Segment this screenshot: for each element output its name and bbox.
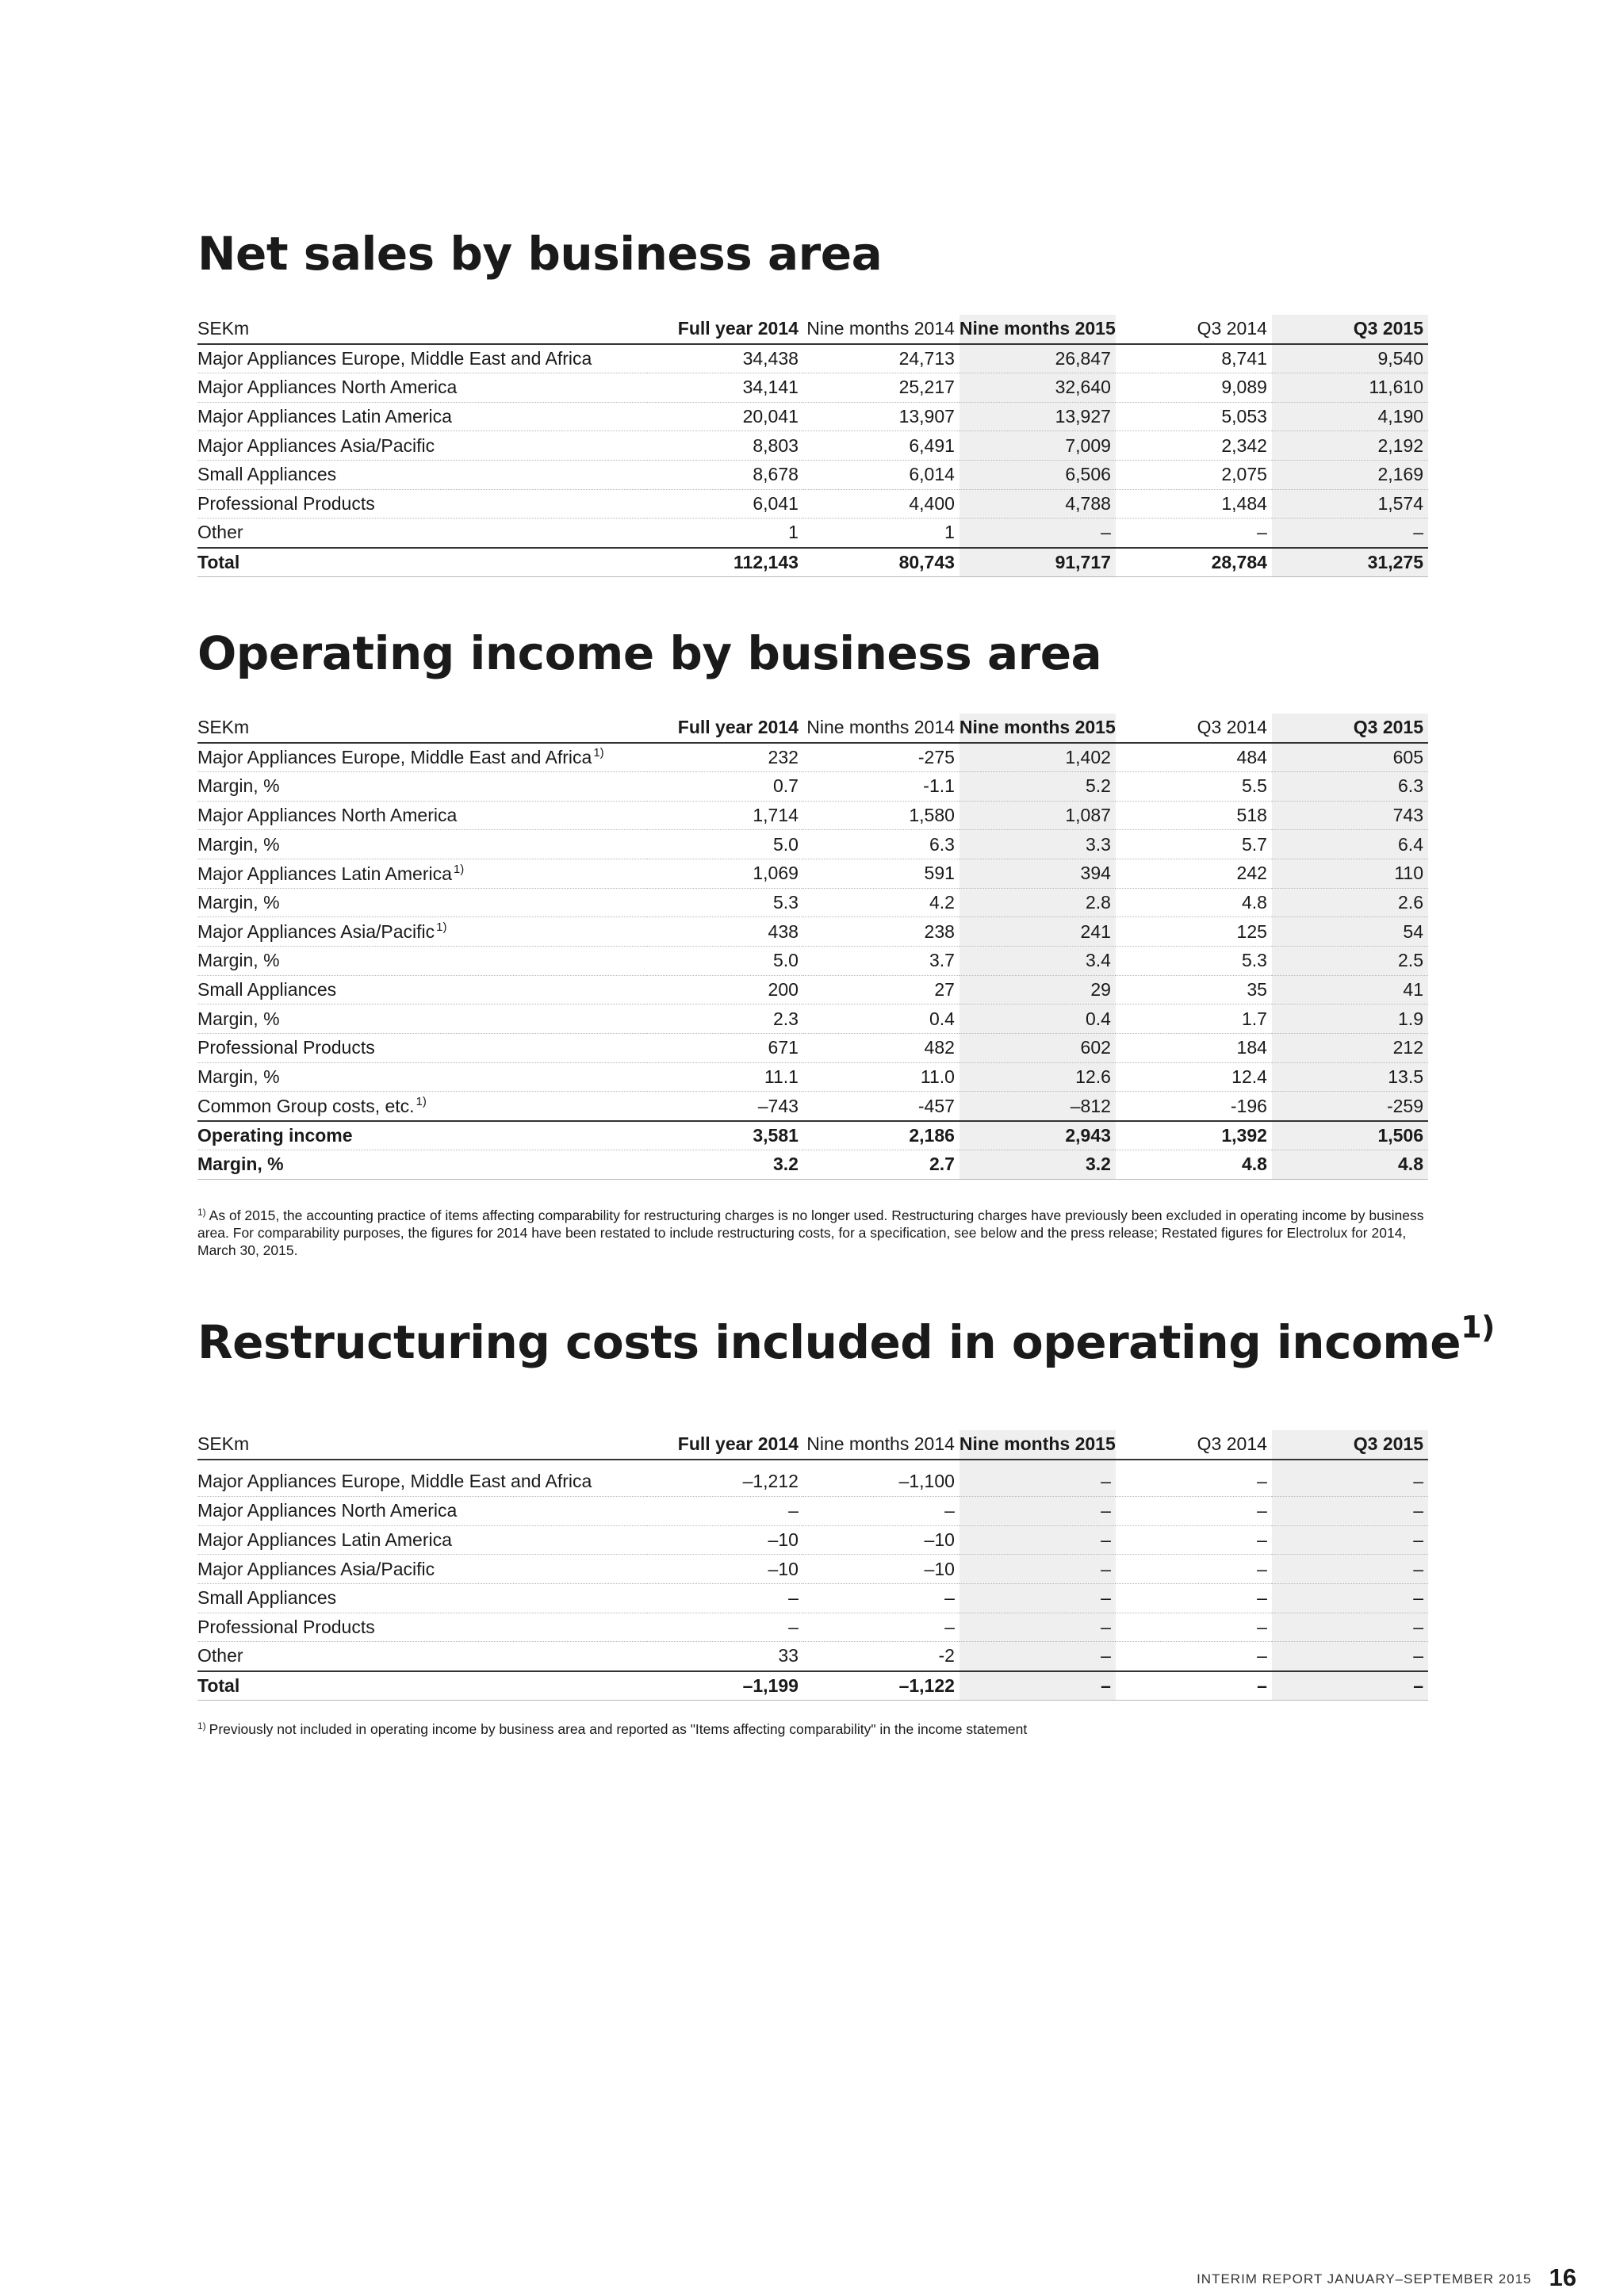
- cell-nine-months-2014: 4,400: [803, 489, 959, 519]
- table-row: [197, 373, 1428, 402]
- cell-q3-2014: –: [1116, 1613, 1272, 1642]
- header-nine-months-2014: Nine months 2014: [803, 1430, 959, 1460]
- cell-q3-2015: –: [1272, 1468, 1428, 1497]
- cell-full-year-2014: 0.7: [647, 771, 803, 801]
- cell-q3-2015: –: [1272, 1525, 1428, 1555]
- header-q3-2015: Q3 2015: [1272, 1430, 1428, 1460]
- cell-nine-months-2015: 602: [959, 1034, 1116, 1063]
- cell-full-year-2014: 34,141: [647, 373, 803, 402]
- cell-full-year-2014: 1: [647, 519, 803, 548]
- cell-q3-2015: 31,275: [1272, 548, 1428, 577]
- table-row: [197, 489, 1428, 519]
- cell-nine-months-2015: 26,847: [959, 344, 1116, 373]
- cell-nine-months-2015: –: [959, 519, 1116, 548]
- row-label: [197, 1004, 647, 1034]
- cell-q3-2015: –: [1272, 1496, 1428, 1525]
- row-label: [197, 771, 647, 801]
- row-label-text: Professional Products: [197, 1616, 375, 1637]
- cell-nine-months-2015: 2,943: [959, 1121, 1116, 1150]
- cell-q3-2014: 125: [1116, 917, 1272, 947]
- cell-q3-2014: 184: [1116, 1034, 1272, 1063]
- restructuring-section: [197, 1430, 1428, 1701]
- cell-q3-2015: 4,190: [1272, 402, 1428, 431]
- cell-nine-months-2014: 80,743: [803, 548, 959, 577]
- footnote-text: As of 2015, the accounting practice of items affecting comparability for restructuring charges is no longer used. Restructuring charges have previously been excluded in operating income by business area. For comparability purposes, the figures for 2014 have been restated to include restructuring costs, for a specification, see below and the press release; Restated figures for Electrolux for 2014, March 30, 2015.: [197, 1207, 1424, 1258]
- cell-nine-months-2015: 29: [959, 975, 1116, 1004]
- footnote-mark: 1): [436, 920, 447, 935]
- row-label-text: Major Appliances North America: [197, 1500, 458, 1521]
- row-label: [197, 975, 647, 1004]
- cell-nine-months-2014: –1,100: [803, 1468, 959, 1497]
- cell-nine-months-2015: –: [959, 1671, 1116, 1701]
- cell-q3-2015: 9,540: [1272, 344, 1428, 373]
- cell-nine-months-2015: 1,402: [959, 743, 1116, 772]
- cell-nine-months-2015: 7,009: [959, 431, 1116, 461]
- cell-full-year-2014: 6,041: [647, 489, 803, 519]
- row-label: [197, 830, 647, 859]
- cell-q3-2014: 35: [1116, 975, 1272, 1004]
- cell-q3-2014: –: [1116, 1583, 1272, 1613]
- cell-nine-months-2015: 3.3: [959, 830, 1116, 859]
- net-sales-section: [197, 315, 1428, 577]
- cell-q3-2014: 1,484: [1116, 489, 1272, 519]
- restructuring-title-footnote-mark: 1): [1461, 1310, 1495, 1345]
- cell-nine-months-2014: –10: [803, 1555, 959, 1584]
- cell-q3-2014: –: [1116, 1555, 1272, 1584]
- table-row: [197, 460, 1428, 489]
- cell-q3-2014: 1.7: [1116, 1004, 1272, 1034]
- cell-nine-months-2014: 1,580: [803, 801, 959, 830]
- header-q3-2014: Q3 2014: [1116, 714, 1272, 743]
- cell-q3-2015: 2.5: [1272, 947, 1428, 976]
- cell-nine-months-2015: 1,087: [959, 801, 1116, 830]
- total-row: [197, 1671, 1428, 1701]
- row-label-text: Major Appliances Asia/Pacific: [197, 434, 435, 456]
- row-label: [197, 888, 647, 917]
- footnote-text: Previously not included in operating income by business area and reported as "Items affecting comparability" in the income statement: [209, 1721, 1028, 1737]
- header-q3-2014: Q3 2014: [1116, 1430, 1272, 1460]
- cell-nine-months-2014: 24,713: [803, 344, 959, 373]
- cell-q3-2014: -196: [1116, 1092, 1272, 1121]
- total-row: [197, 1121, 1428, 1150]
- cell-nine-months-2015: 5.2: [959, 771, 1116, 801]
- cell-q3-2015: 743: [1272, 801, 1428, 830]
- cell-nine-months-2015: –: [959, 1555, 1116, 1584]
- cell-nine-months-2015: –: [959, 1496, 1116, 1525]
- cell-q3-2014: 4.8: [1116, 888, 1272, 917]
- operating-income-section: [197, 714, 1428, 1180]
- cell-nine-months-2014: 1: [803, 519, 959, 548]
- table-row: [197, 771, 1428, 801]
- cell-q3-2015: –: [1272, 1642, 1428, 1671]
- table-row: [197, 1468, 1428, 1497]
- cell-full-year-2014: –1,212: [647, 1468, 803, 1497]
- row-label: [197, 1496, 647, 1525]
- header-full-year-2014: Full year 2014: [647, 315, 803, 344]
- cell-q3-2014: 1,392: [1116, 1121, 1272, 1150]
- operating-income-title: Operating income by business area: [197, 626, 1102, 680]
- footnote-mark: 1): [416, 1095, 427, 1109]
- row-label-text: Major Appliances Asia/Pacific: [197, 921, 435, 943]
- cell-full-year-2014: –743: [647, 1092, 803, 1121]
- cell-q3-2014: 5.5: [1116, 771, 1272, 801]
- cell-q3-2015: 6.4: [1272, 830, 1428, 859]
- cell-q3-2015: –: [1272, 1555, 1428, 1584]
- table-row: [197, 344, 1428, 373]
- cell-q3-2015: –: [1272, 1583, 1428, 1613]
- header-nine-months-2014: Nine months 2014: [803, 714, 959, 743]
- cell-q3-2015: –: [1272, 1613, 1428, 1642]
- cell-nine-months-2014: 238: [803, 917, 959, 947]
- cell-full-year-2014: 3,581: [647, 1121, 803, 1150]
- row-label: [197, 1034, 647, 1063]
- header-full-year-2014: Full year 2014: [647, 1430, 803, 1460]
- row-label: [197, 344, 647, 373]
- table-row: [197, 888, 1428, 917]
- cell-full-year-2014: 1,069: [647, 859, 803, 888]
- cell-full-year-2014: 438: [647, 917, 803, 947]
- cell-full-year-2014: 8,678: [647, 460, 803, 489]
- cell-nine-months-2014: –: [803, 1496, 959, 1525]
- cell-full-year-2014: 5.0: [647, 947, 803, 976]
- cell-q3-2014: –: [1116, 519, 1272, 548]
- cell-nine-months-2014: 3.7: [803, 947, 959, 976]
- cell-nine-months-2014: 27: [803, 975, 959, 1004]
- cell-full-year-2014: 34,438: [647, 344, 803, 373]
- row-label: [197, 460, 647, 489]
- row-label-text: Small Appliances: [197, 979, 337, 1001]
- header-unit: SEKm: [197, 714, 647, 743]
- cell-nine-months-2014: 0.4: [803, 1004, 959, 1034]
- row-label: [197, 859, 647, 888]
- cell-q3-2014: –: [1116, 1525, 1272, 1555]
- cell-nine-months-2015: 2.8: [959, 888, 1116, 917]
- spacer-row: [197, 1460, 1428, 1468]
- row-label-text: Major Appliances Latin America: [197, 1529, 452, 1550]
- row-label: [197, 801, 647, 830]
- cell-nine-months-2015: –: [959, 1583, 1116, 1613]
- cell-q3-2014: 9,089: [1116, 373, 1272, 402]
- table-row: [197, 830, 1428, 859]
- cell-nine-months-2014: 13,907: [803, 402, 959, 431]
- row-label-text: Major Appliances Europe, Middle East and Africa: [197, 1471, 592, 1492]
- table-row: [197, 431, 1428, 461]
- row-label-text: Common Group costs, etc.: [197, 1096, 415, 1117]
- cell-nine-months-2015: –: [959, 1613, 1116, 1642]
- row-label-text: Major Appliances North America: [197, 377, 458, 398]
- cell-nine-months-2015: 13,927: [959, 402, 1116, 431]
- table-row: [197, 917, 1428, 947]
- net-sales-table: [197, 315, 1428, 577]
- cell-full-year-2014: 8,803: [647, 431, 803, 461]
- cell-q3-2014: 5.3: [1116, 947, 1272, 976]
- cell-full-year-2014: –: [647, 1583, 803, 1613]
- cell-q3-2014: –: [1116, 1468, 1272, 1497]
- cell-q3-2015: 1,506: [1272, 1121, 1428, 1150]
- footnote-mark: 1): [197, 1207, 206, 1218]
- footnote-mark: 1): [197, 1720, 206, 1732]
- cell-nine-months-2015: 241: [959, 917, 1116, 947]
- row-label: Margin, %: [197, 1150, 647, 1179]
- row-label-text: Major Appliances Latin America: [197, 405, 452, 427]
- row-label: [197, 1525, 647, 1555]
- header-q3-2014: Q3 2014: [1116, 315, 1272, 344]
- cell-nine-months-2015: –: [959, 1525, 1116, 1555]
- cell-full-year-2014: 3.2: [647, 1150, 803, 1179]
- cell-full-year-2014: 11.1: [647, 1062, 803, 1092]
- cell-q3-2014: 4.8: [1116, 1150, 1272, 1179]
- operating-income-table: [197, 714, 1428, 1180]
- cell-q3-2015: 1,574: [1272, 489, 1428, 519]
- row-label-text: Margin, %: [197, 833, 280, 855]
- cell-full-year-2014: 2.3: [647, 1004, 803, 1034]
- cell-nine-months-2014: 2.7: [803, 1150, 959, 1179]
- row-label: [197, 489, 647, 519]
- table-row: [197, 743, 1428, 772]
- table-row: [197, 1613, 1428, 1642]
- cell-full-year-2014: –1,199: [647, 1671, 803, 1701]
- cell-nine-months-2015: 3.2: [959, 1150, 1116, 1179]
- table-row: [197, 1555, 1428, 1584]
- restructuring-footnote: [197, 1717, 1428, 1738]
- cell-q3-2015: –: [1272, 1671, 1428, 1701]
- cell-q3-2015: 6.3: [1272, 771, 1428, 801]
- header-nine-months-2015: Nine months 2015: [959, 315, 1116, 344]
- cell-full-year-2014: 20,041: [647, 402, 803, 431]
- row-label-text: Major Appliances North America: [197, 804, 458, 825]
- total-margin-row: [197, 1150, 1428, 1179]
- cell-q3-2015: 54: [1272, 917, 1428, 947]
- cell-nine-months-2014: 6,014: [803, 460, 959, 489]
- cell-nine-months-2014: 25,217: [803, 373, 959, 402]
- cell-full-year-2014: 33: [647, 1642, 803, 1671]
- row-label-text: Margin, %: [197, 891, 280, 913]
- restructuring-table: [197, 1430, 1428, 1701]
- cell-q3-2014: 5,053: [1116, 402, 1272, 431]
- table-row: [197, 1034, 1428, 1063]
- cell-full-year-2014: –: [647, 1613, 803, 1642]
- row-label-text: Margin, %: [197, 1066, 280, 1088]
- cell-q3-2014: 242: [1116, 859, 1272, 888]
- cell-nine-months-2014: 6.3: [803, 830, 959, 859]
- cell-q3-2015: 110: [1272, 859, 1428, 888]
- net-sales-body: [197, 344, 1428, 548]
- cell-q3-2014: 28,784: [1116, 548, 1272, 577]
- header-q3-2015: Q3 2015: [1272, 315, 1428, 344]
- operating-income-footnote: [197, 1203, 1428, 1259]
- cell-nine-months-2014: 4.2: [803, 888, 959, 917]
- footnote-mark: 1): [453, 862, 465, 876]
- operating-income-body: [197, 743, 1428, 1121]
- cell-q3-2015: 605: [1272, 743, 1428, 772]
- cell-q3-2015: 2.6: [1272, 888, 1428, 917]
- cell-q3-2014: 12.4: [1116, 1062, 1272, 1092]
- cell-full-year-2014: 200: [647, 975, 803, 1004]
- cell-q3-2015: 11,610: [1272, 373, 1428, 402]
- cell-nine-months-2015: 6,506: [959, 460, 1116, 489]
- cell-q3-2014: –: [1116, 1671, 1272, 1701]
- cell-q3-2014: 2,342: [1116, 431, 1272, 461]
- header-full-year-2014: Full year 2014: [647, 714, 803, 743]
- table-header-row: [197, 315, 1428, 344]
- row-label-text: Professional Products: [197, 1037, 375, 1058]
- cell-full-year-2014: 671: [647, 1034, 803, 1063]
- cell-nine-months-2015: 4,788: [959, 489, 1116, 519]
- table-row: [197, 1583, 1428, 1613]
- cell-full-year-2014: 5.3: [647, 888, 803, 917]
- cell-nine-months-2015: 3.4: [959, 947, 1116, 976]
- cell-q3-2014: 518: [1116, 801, 1272, 830]
- header-q3-2015: Q3 2015: [1272, 714, 1428, 743]
- row-label: [197, 1468, 647, 1497]
- cell-nine-months-2015: 32,640: [959, 373, 1116, 402]
- table-row: [197, 801, 1428, 830]
- cell-q3-2014: 8,741: [1116, 344, 1272, 373]
- header-unit: SEKm: [197, 315, 647, 344]
- cell-q3-2015: 13.5: [1272, 1062, 1428, 1092]
- cell-full-year-2014: 232: [647, 743, 803, 772]
- cell-nine-months-2015: –: [959, 1642, 1116, 1671]
- cell-full-year-2014: 1,714: [647, 801, 803, 830]
- table-row: [197, 1004, 1428, 1034]
- cell-nine-months-2015: 0.4: [959, 1004, 1116, 1034]
- row-label-text: Small Appliances: [197, 1587, 337, 1609]
- row-label: [197, 1062, 647, 1092]
- restructuring-body: [197, 1468, 1428, 1671]
- table-row: [197, 519, 1428, 548]
- row-label: [197, 1092, 647, 1121]
- row-label: [197, 1555, 647, 1584]
- cell-nine-months-2014: 482: [803, 1034, 959, 1063]
- table-header-row: [197, 1430, 1428, 1460]
- cell-q3-2014: –: [1116, 1496, 1272, 1525]
- row-label: [197, 947, 647, 976]
- cell-q3-2015: –: [1272, 519, 1428, 548]
- cell-q3-2015: 2,169: [1272, 460, 1428, 489]
- cell-nine-months-2015: –: [959, 1468, 1116, 1497]
- cell-q3-2015: 1.9: [1272, 1004, 1428, 1034]
- header-nine-months-2015: Nine months 2015: [959, 714, 1116, 743]
- row-label: Operating income: [197, 1121, 647, 1150]
- cell-full-year-2014: 5.0: [647, 830, 803, 859]
- cell-full-year-2014: –10: [647, 1525, 803, 1555]
- table-row: [197, 1062, 1428, 1092]
- row-label: [197, 1642, 647, 1671]
- restructuring-title: [197, 1310, 1495, 1369]
- row-label-text: Major Appliances Europe, Middle East and Africa: [197, 747, 592, 768]
- table-row: [197, 402, 1428, 431]
- restructuring-title-text: Restructuring costs included in operating income: [197, 1315, 1461, 1369]
- cell-nine-months-2014: –1,122: [803, 1671, 959, 1701]
- report-title: INTERIM REPORT JANUARY–SEPTEMBER 2015: [1197, 2271, 1532, 2286]
- row-label: [197, 519, 647, 548]
- cell-nine-months-2014: -275: [803, 743, 959, 772]
- page-footer: [1197, 2263, 1576, 2292]
- row-label-text: Major Appliances Asia/Pacific: [197, 1558, 435, 1579]
- cell-nine-months-2014: 11.0: [803, 1062, 959, 1092]
- table-row: [197, 1642, 1428, 1671]
- row-label: [197, 402, 647, 431]
- row-label: [197, 1613, 647, 1642]
- header-nine-months-2014: Nine months 2014: [803, 315, 959, 344]
- cell-nine-months-2014: –: [803, 1583, 959, 1613]
- cell-nine-months-2015: –812: [959, 1092, 1116, 1121]
- cell-nine-months-2015: 91,717: [959, 548, 1116, 577]
- cell-q3-2015: 4.8: [1272, 1150, 1428, 1179]
- row-label: [197, 373, 647, 402]
- row-label-text: Professional Products: [197, 492, 375, 514]
- page-number: 16: [1549, 2263, 1576, 2291]
- row-label-text: Small Appliances: [197, 464, 337, 485]
- cell-nine-months-2014: –10: [803, 1525, 959, 1555]
- cell-q3-2014: 5.7: [1116, 830, 1272, 859]
- row-label: [197, 431, 647, 461]
- header-unit: SEKm: [197, 1430, 647, 1460]
- table-row: [197, 1525, 1428, 1555]
- cell-nine-months-2014: 6,491: [803, 431, 959, 461]
- table-row: [197, 859, 1428, 888]
- row-label-text: Other: [197, 522, 243, 543]
- table-row: [197, 1092, 1428, 1121]
- cell-nine-months-2014: 2,186: [803, 1121, 959, 1150]
- cell-full-year-2014: –10: [647, 1555, 803, 1584]
- row-label: [197, 1583, 647, 1613]
- table-row: [197, 947, 1428, 976]
- cell-full-year-2014: –: [647, 1496, 803, 1525]
- cell-q3-2014: 484: [1116, 743, 1272, 772]
- row-label: Total: [197, 1671, 647, 1701]
- row-label: [197, 917, 647, 947]
- table-header-row: [197, 714, 1428, 743]
- cell-q3-2015: 212: [1272, 1034, 1428, 1063]
- row-label-text: Major Appliances Europe, Middle East and Africa: [197, 347, 592, 369]
- row-label: Total: [197, 548, 647, 577]
- row-label-text: Other: [197, 1645, 243, 1667]
- row-label-text: Major Appliances Latin America: [197, 863, 452, 884]
- cell-full-year-2014: 112,143: [647, 548, 803, 577]
- cell-nine-months-2015: 394: [959, 859, 1116, 888]
- table-row: [197, 975, 1428, 1004]
- cell-nine-months-2014: -2: [803, 1642, 959, 1671]
- cell-q3-2015: 2,192: [1272, 431, 1428, 461]
- total-row: [197, 548, 1428, 577]
- row-label-text: Margin, %: [197, 1008, 280, 1029]
- net-sales-title: Net sales by business area: [197, 227, 883, 281]
- cell-nine-months-2014: –: [803, 1613, 959, 1642]
- cell-nine-months-2014: -1.1: [803, 771, 959, 801]
- cell-nine-months-2014: 591: [803, 859, 959, 888]
- cell-q3-2015: 41: [1272, 975, 1428, 1004]
- table-row: [197, 1496, 1428, 1525]
- cell-q3-2014: –: [1116, 1642, 1272, 1671]
- row-label-text: Margin, %: [197, 950, 280, 971]
- row-label-text: Margin, %: [197, 775, 280, 797]
- cell-q3-2015: -259: [1272, 1092, 1428, 1121]
- cell-q3-2014: 2,075: [1116, 460, 1272, 489]
- cell-nine-months-2015: 12.6: [959, 1062, 1116, 1092]
- cell-nine-months-2014: -457: [803, 1092, 959, 1121]
- row-label: [197, 743, 647, 772]
- footnote-mark: 1): [593, 746, 604, 760]
- header-nine-months-2015: Nine months 2015: [959, 1430, 1116, 1460]
